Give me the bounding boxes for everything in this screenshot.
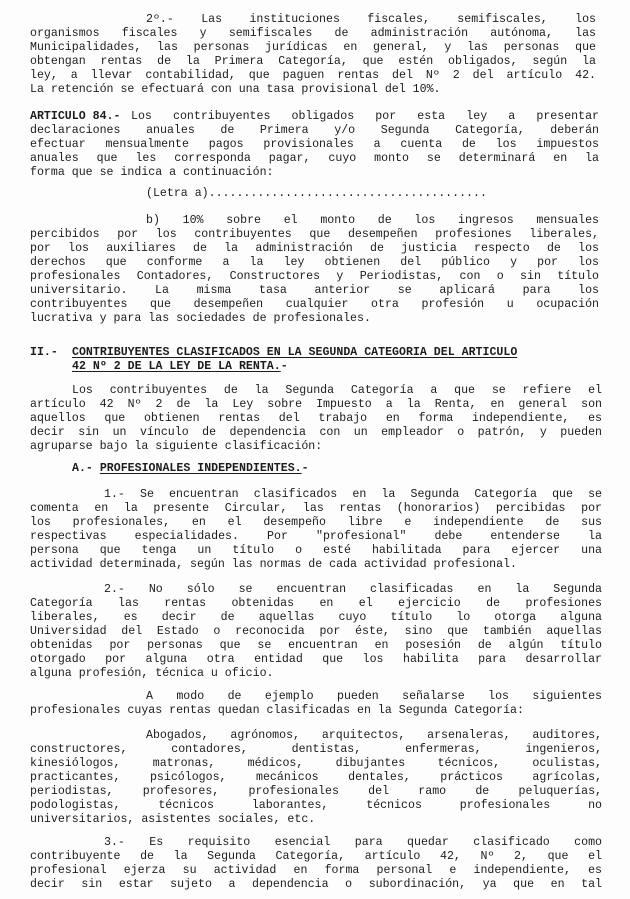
text-line: los profesionales, en el desempeño libre e independiente de sus (30, 516, 602, 529)
text-line: efectuar mensualmente pagos provisionales a cuenta de los impuestos (30, 138, 599, 151)
subsection-a-heading (72, 462, 309, 475)
text-line: otorgado por alguna otra entidad que los habilita para desarrollar (30, 653, 602, 666)
text-line: La retención se efectuará con una tasa provisional del 10%. (30, 83, 441, 96)
text-line: respectivas especialidades. Por "profesional" debe entenderse la (30, 530, 602, 543)
text-line: aquellos que obtienen rentas del trabajo en forma independiente, es (30, 412, 602, 425)
text-line: alguna profesión, técnica u oficio. (30, 667, 274, 680)
text-line: profesionales Contadores, Constructores y Periodistas, con o sin título (30, 270, 599, 283)
text-line: Categoría las rentas obtenidas en el ejercicio de profesiones (30, 597, 602, 610)
text-line: periodistas, profesores, profesionales del ramo de peluquerías, (30, 785, 602, 798)
subsection-number: A.- (72, 462, 93, 475)
text-line: organismos fiscales y semifiscales de administración autónoma, las (30, 27, 596, 40)
text-line: obtengan rentas de la Primera Categoría, que estén obligados, según la (30, 55, 596, 68)
section-title-line-2 (72, 360, 288, 373)
text-line: comenta en la presente Circular, las rentas (honorarios) percibidas por (30, 502, 602, 515)
letra-a-line: (Letra a)........................................ (146, 187, 487, 200)
text-line: anuales que les corresponda pagar, cuyo monto se determinará en la (30, 152, 599, 165)
text-line: constructores, contadores, dentistas, enfermeras, ingenieros, (30, 743, 602, 756)
text-line: decir sin un vínculo de dependencia con un empleador o patrón, y pueden (30, 426, 602, 439)
text-line: declaraciones anuales de Primera y/o Segunda Categoría, deberán (30, 124, 599, 137)
text-line: contribuyente de la Segunda Categoría, artículo 42, Nº 2, que el (30, 850, 602, 863)
text-line: percibidos por los contribuyentes que desempeñen profesiones liberales, (30, 228, 599, 241)
section-title: CONTRIBUYENTES CLASIFICADOS EN LA SEGUNDA CATEGORIA DEL ARTICULO (72, 346, 518, 359)
text-line: decir sin estar sujeto a dependencia o subordinación, ya que en tal (30, 878, 602, 891)
text-line: agruparse bajo la siguiente clasificación: (30, 440, 323, 453)
text-line: derechos que conforme a la ley obtienen del público y por los (30, 256, 599, 269)
text-line: por los auxiliares de la administración de justicia respecto de los (30, 242, 599, 255)
text-line: 3.- Es requisito esencial para quedar clasificado como (104, 836, 602, 849)
section-title-dash: - (280, 360, 288, 373)
text-line: Abogados, agrónomos, arquitectos, arsenaleras, auditores, (146, 729, 602, 742)
text-line: Los contribuyentes obligados por esta ley a presentar (131, 110, 599, 123)
text-line: obtenidas por personas que se encuentran en posesión de algún título (30, 639, 602, 652)
section-number: II.- (30, 346, 58, 359)
text-line: forma que se indica a continuación: (30, 166, 274, 179)
text-line: profesionales cuyas rentas quedan clasificadas en la Segunda Categoría: (30, 704, 524, 717)
section-title-text: 42 Nº 2 DE LA LEY DE LA RENTA. (72, 360, 281, 373)
text-line: Los contribuyentes de la Segunda Categoría a que se refiere el (72, 384, 602, 397)
subsection-dash: - (301, 462, 309, 475)
text-line: 1.- Se encuentran clasificados en la Segunda Categoría que se (104, 488, 602, 501)
text-line: liberales, es decir de aquellas cuyo título lo otorga alguna (30, 611, 602, 624)
text-line: universitario. La misma tasa anterior se aplicará para los (30, 284, 599, 297)
subsection-title: PROFESIONALES INDEPENDIENTES. (99, 462, 302, 475)
text-line: A modo de ejemplo pueden señalarse los siguientes (146, 690, 602, 703)
text-line: podologistas, técnicos laborantes, técnicos profesionales no (30, 799, 602, 812)
text-line: b) 10% sobre el monto de los ingresos mensuales (146, 214, 599, 227)
text-line: ley, a llevar contabilidad, que paguen rentas del Nº 2 del artículo 42. (30, 69, 596, 82)
text-line: 2.- No sólo se encuentran clasificadas en la Segunda (104, 583, 602, 596)
text-line: artículo 42 Nº 2 de la Ley sobre Impuesto a la Renta, en general son (30, 398, 602, 411)
text-line: kinesiólogos, matronas, médicos, dibujantes técnicos, oculistas, (30, 757, 602, 770)
text-line: universitarios, asistentes sociales, etc. (30, 813, 316, 826)
text-line: persona que tenga un título o esté habilitada para ejercer una (30, 544, 602, 557)
text-line: Municipalidades, las personas jurídicas en general, y las personas que (30, 41, 596, 54)
text-line: profesional ejerza su actividad en forma personal e independiente, es (30, 864, 602, 877)
article-84-label: ARTICULO 84.- (30, 110, 121, 123)
text-line: lucrativa y para las sociedades de profesionales. (30, 312, 371, 325)
text-line: actividad determinada, según las normas de cada actividad profesional. (30, 558, 518, 571)
text-line: Universidad del Estado o reconocida por éste, sino que también aquellas (30, 625, 602, 638)
text-line: practicantes, psicólogos, mecánicos dentales, prácticos agrícolas, (30, 771, 602, 784)
text-line: contribuyentes que desempeñen cualquier otra profesión u ocupación (30, 298, 599, 311)
text-line: 2º.- Las instituciones fiscales, semifiscales, los (146, 13, 596, 26)
